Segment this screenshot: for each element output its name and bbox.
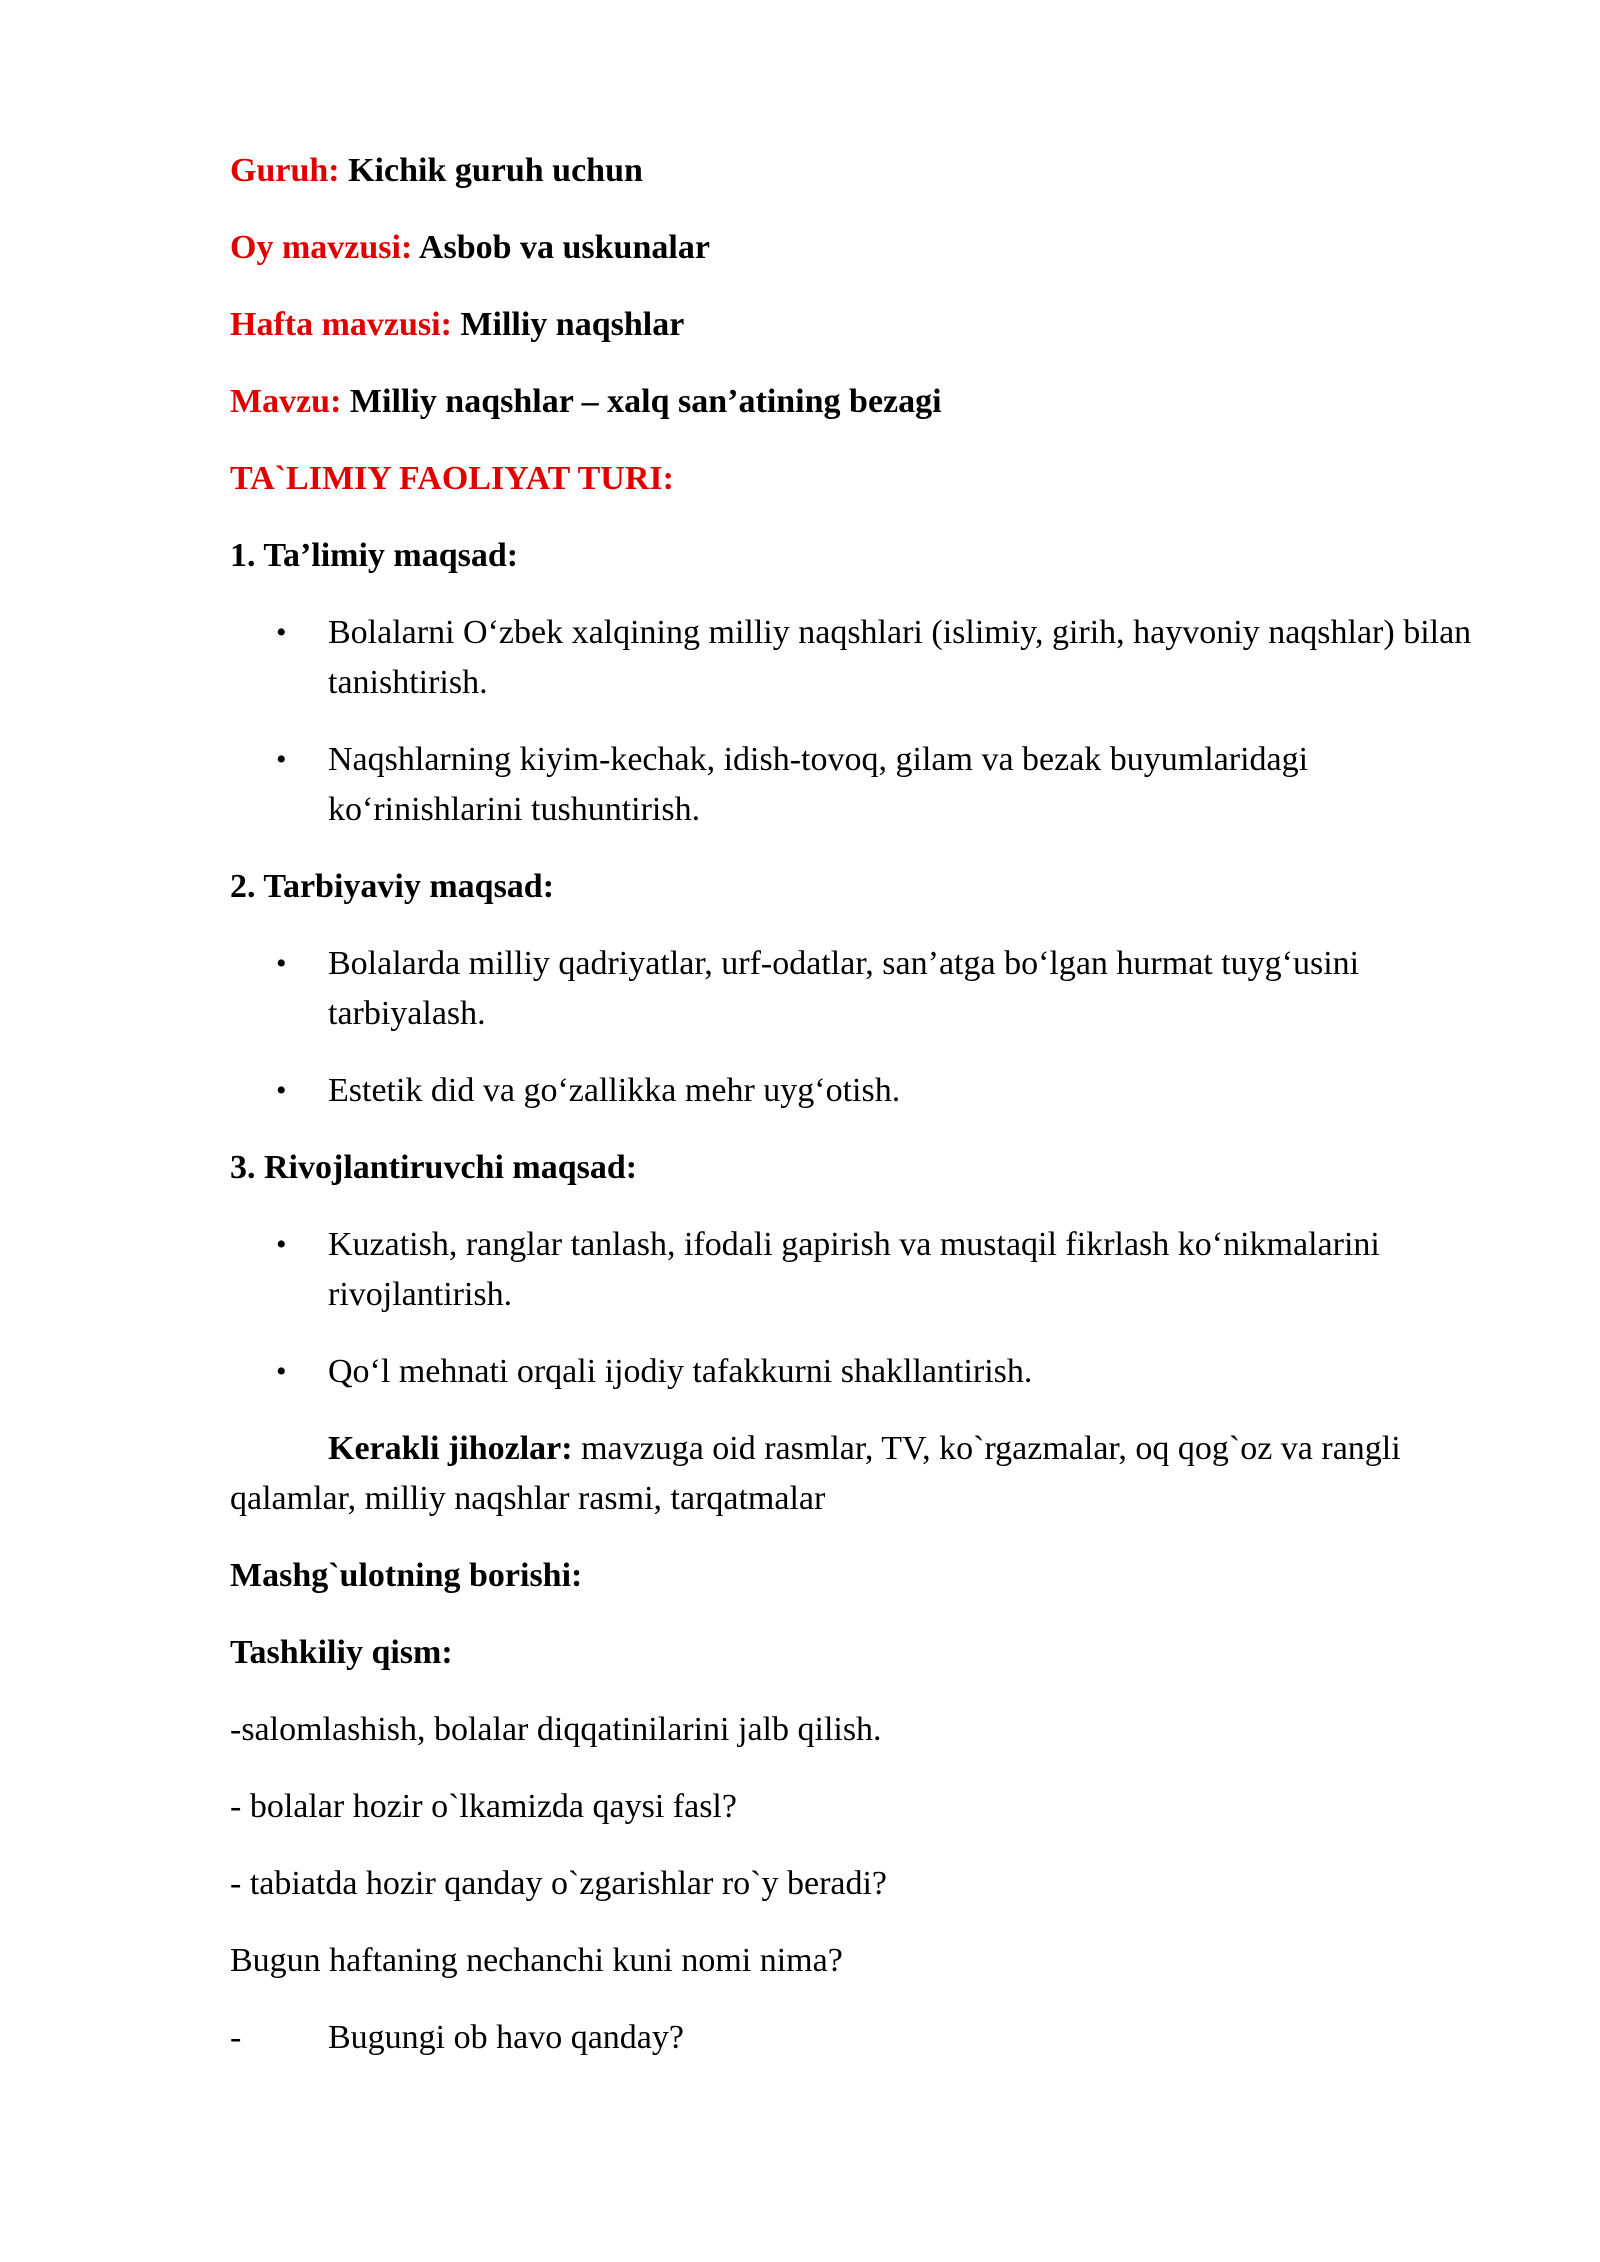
month-topic-value: Asbob va uskunalar (412, 229, 710, 266)
dash-marker: - (230, 2019, 242, 2056)
organizational-part-title: Tashkiliy qism: (230, 1634, 453, 1671)
section-title-developmental: 3. Rivojlantiruvchi maqsad: (230, 1149, 638, 1186)
bullet-icon: • (276, 947, 287, 980)
weather-question-text: Bugungi ob havo qanday? (328, 2019, 684, 2056)
developmental-goals-list (230, 1220, 1480, 1397)
week-topic-value: Milliy naqshlar (451, 306, 685, 343)
educational-goals-list (230, 608, 1480, 835)
progress-line: - tabiatda hozir qanday o`zgarishlar ro`y beradi? (230, 1865, 888, 1902)
topic-label: Mavzu: (230, 383, 342, 420)
upbringing-goals-list (230, 939, 1480, 1116)
progress-line: - bolalar hozir o`lkamizda qaysi fasl? (230, 1788, 737, 1825)
list-item (230, 1066, 1480, 1116)
list-item-text: Naqshlarning kiyim-kechak, idish-tovoq, gilam va bezak buyumlaridagi ko‘rinishlarini tushuntirish. (328, 741, 1309, 828)
bullet-icon: • (276, 1355, 287, 1388)
equipment-paragraph (230, 1424, 1480, 1524)
list-item (230, 735, 1480, 835)
weather-question-line (230, 2013, 1480, 2063)
list-item (230, 939, 1480, 1039)
equipment-text: mavzuga oid rasmlar, TV, ko`rgazmalar, oq qog`oz va rangli qalamlar, milliy naqshlar rasmi, tarqatmalar (230, 1430, 1401, 1517)
lesson-progress-title: Mashg`ulotning borishi: (230, 1557, 583, 1594)
progress-line: -salomlashish, bolalar diqqatinilarini jalb qilish. (230, 1711, 882, 1748)
week-topic-label: Hafta mavzusi: (230, 306, 452, 343)
group-line (230, 146, 1480, 196)
list-item-text: Bolalarda milliy qadriyatlar, urf-odatlar, san’atga bo‘lgan hurmat tuyg‘usini tarbiyalash. (328, 945, 1360, 1032)
week-topic-line (230, 300, 1480, 350)
list-item (230, 608, 1480, 708)
section-title-educational: 1. Ta’limiy maqsad: (230, 537, 519, 574)
list-item-text: Kuzatish, ranglar tanlash, ifodali gapirish va mustaqil fikrlash ko‘nikmalarini rivojlantirish. (328, 1226, 1380, 1313)
list-item (230, 1220, 1480, 1320)
activity-type-heading: TA`LIMIY FAOLIYAT TURI: (230, 460, 674, 497)
progress-line: Bugun haftaning nechanchi kuni nomi nima? (230, 1942, 843, 1979)
list-item-text: Estetik did va go‘zallikka mehr uyg‘otish. (328, 1072, 901, 1109)
topic-value: Milliy naqshlar – xalq san’atining bezagi (341, 383, 942, 420)
section-title-upbringing: 2. Tarbiyaviy maqsad: (230, 868, 555, 905)
bullet-icon: • (276, 616, 287, 649)
list-item-text: Bolalarni O‘zbek xalqining milliy naqshlari (islimiy, girih, hayvoniy naqshlar) bilan tanishtirish. (328, 614, 1472, 701)
document-page (230, 146, 1480, 2090)
topic-line (230, 377, 1480, 427)
month-topic-label: Oy mavzusi: (230, 229, 413, 266)
month-topic-line (230, 223, 1480, 273)
bullet-icon: • (276, 1228, 287, 1261)
group-value: Kichik guruh uchun (339, 152, 643, 189)
bullet-icon: • (276, 1074, 287, 1107)
equipment-label: Kerakli jihozlar: (328, 1430, 573, 1467)
group-label: Guruh: (230, 152, 340, 189)
list-item (230, 1347, 1480, 1397)
bullet-icon: • (276, 743, 287, 776)
list-item-text: Qo‘l mehnati orqali ijodiy tafakkurni shakllantirish. (328, 1353, 1033, 1390)
